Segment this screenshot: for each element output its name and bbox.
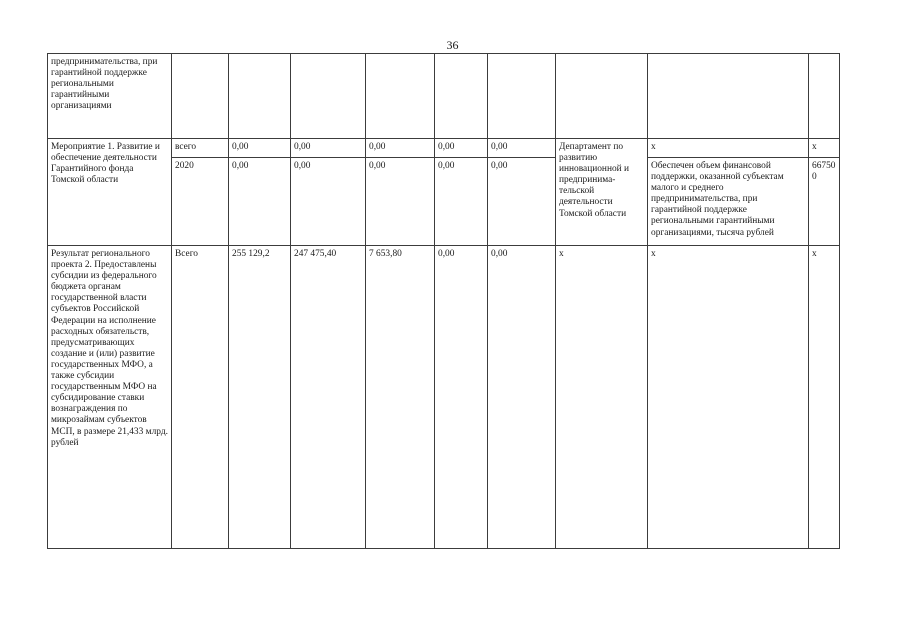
row-name: Результат регионального проекта 2. Предоставлены субсидии из федерального бюджета органам государственной власти субъектов Российской Федерации на исполнение расходных обязательств, предусматривающих создание и (или) развитие государственных МФО, а также субсидии государственным МФО на субсидирование ставки вознаграждения по микрозаймам субъектов МСП, в размере 21,433 млрд. рублей — [48, 246, 172, 549]
empty-cell — [366, 54, 435, 139]
value-cell: 0,00 — [435, 246, 488, 549]
indicator-value-cell: x — [809, 246, 840, 549]
indicator-cell: x — [648, 139, 809, 158]
value-cell: 7 653,80 — [366, 246, 435, 549]
row-name: Мероприятие 1. Развитие и обеспечение деятельности Гарантийного фонда Томской области — [48, 139, 172, 246]
empty-cell — [809, 54, 840, 139]
period-cell: Всего — [172, 246, 229, 549]
responsible-cell: x — [556, 246, 648, 549]
program-table — [47, 53, 840, 549]
empty-cell — [488, 54, 556, 139]
value-cell: 0,00 — [291, 139, 366, 158]
empty-cell — [435, 54, 488, 139]
value-cell: 247 475,40 — [291, 246, 366, 549]
empty-cell — [229, 54, 291, 139]
table-row — [48, 246, 840, 549]
empty-cell — [648, 54, 809, 139]
value-cell: 0,00 — [229, 139, 291, 158]
value-cell: 0,00 — [488, 139, 556, 158]
indicator-cell: Обеспечен объем финансовой поддержки, оказанной субъектам малого и среднего предпринимательства, при гарантийной поддержке региональными гарантийными организациями, тысяча рублей — [648, 158, 809, 246]
indicator-value-cell: 667500 — [809, 158, 840, 246]
value-cell: 0,00 — [366, 139, 435, 158]
period-cell: всего — [172, 139, 229, 158]
table-row — [48, 54, 840, 139]
value-cell: 0,00 — [488, 246, 556, 549]
value-cell: 0,00 — [435, 158, 488, 246]
row-name: предпринимательства, при гарантийной поддержке региональными гарантийными организациями — [48, 54, 172, 139]
value-cell: 0,00 — [229, 158, 291, 246]
period-cell: 2020 — [172, 158, 229, 246]
value-cell: 255 129,2 — [229, 246, 291, 549]
empty-cell — [556, 54, 648, 139]
value-cell: 0,00 — [291, 158, 366, 246]
value-cell: 0,00 — [488, 158, 556, 246]
responsible-cell: Департамент по развитию инновационной и предпринима-тельской деятельности Томской области — [556, 139, 648, 246]
table-row — [48, 139, 840, 158]
value-cell: 0,00 — [366, 158, 435, 246]
indicator-value-cell: x — [809, 139, 840, 158]
value-cell: 0,00 — [435, 139, 488, 158]
empty-cell — [172, 54, 229, 139]
indicator-cell: x — [648, 246, 809, 549]
page-number: 36 — [446, 38, 459, 52]
empty-cell — [291, 54, 366, 139]
